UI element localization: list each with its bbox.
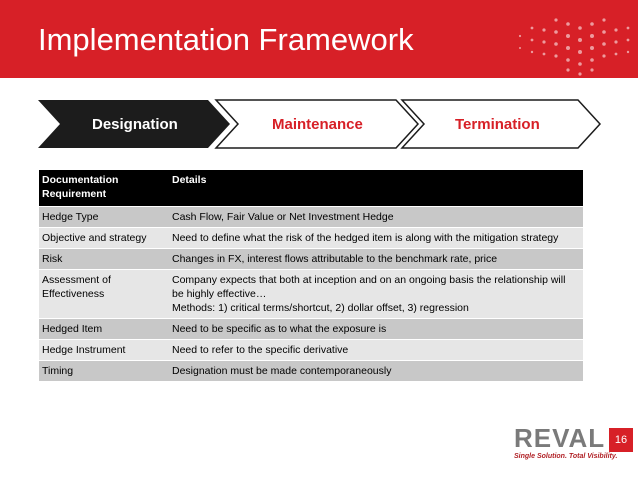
table-row bbox=[39, 319, 583, 340]
step-termination-label: Termination bbox=[455, 116, 540, 133]
page-number: 16 bbox=[609, 428, 633, 452]
row-details: Cash Flow, Fair Value or Net Investment Hedge bbox=[169, 207, 583, 228]
step-maintenance-label: Maintenance bbox=[272, 116, 363, 133]
table-row bbox=[39, 228, 583, 249]
row-details-line: Company expects that both at inception and on an ongoing basis the relationship will be highly effective… bbox=[172, 274, 566, 300]
table-row bbox=[39, 340, 583, 361]
table-row bbox=[39, 207, 583, 228]
row-requirement: Objective and strategy bbox=[39, 228, 169, 249]
row-details-methods: Methods: 1) critical terms/shortcut, 2) dollar offset, 3) regression bbox=[172, 302, 469, 314]
table-header-row bbox=[39, 170, 583, 207]
header-requirement: Documentation Requirement bbox=[39, 170, 169, 207]
table-row bbox=[39, 249, 583, 270]
row-details: Need to be specific as to what the exposure is bbox=[169, 319, 583, 340]
table-row bbox=[39, 270, 583, 319]
header-details: Details bbox=[169, 170, 583, 207]
row-details: Need to define what the risk of the hedged item is along with the mitigation strategy bbox=[169, 228, 583, 249]
row-details bbox=[169, 270, 583, 319]
row-details: Designation must be made contemporaneously bbox=[169, 361, 583, 382]
row-requirement: Timing bbox=[39, 361, 169, 382]
table-row bbox=[39, 361, 583, 382]
reval-logo: REVAL bbox=[514, 423, 606, 453]
row-details: Need to refer to the specific derivative bbox=[169, 340, 583, 361]
documentation-table bbox=[39, 170, 583, 382]
row-requirement: Hedged Item bbox=[39, 319, 169, 340]
header-bar bbox=[0, 0, 638, 78]
step-designation-label: Designation bbox=[92, 116, 178, 133]
logo-tagline: Single Solution. Total Visibility. bbox=[514, 453, 618, 460]
globe-graphic bbox=[500, 0, 638, 78]
row-details: Changes in FX, interest flows attributable to the benchmark rate, price bbox=[169, 249, 583, 270]
row-requirement: Risk bbox=[39, 249, 169, 270]
row-requirement: Assessment of Effectiveness bbox=[39, 270, 169, 319]
row-requirement: Hedge Type bbox=[39, 207, 169, 228]
row-requirement: Hedge Instrument bbox=[39, 340, 169, 361]
page-title: Implementation Framework bbox=[38, 22, 414, 57]
